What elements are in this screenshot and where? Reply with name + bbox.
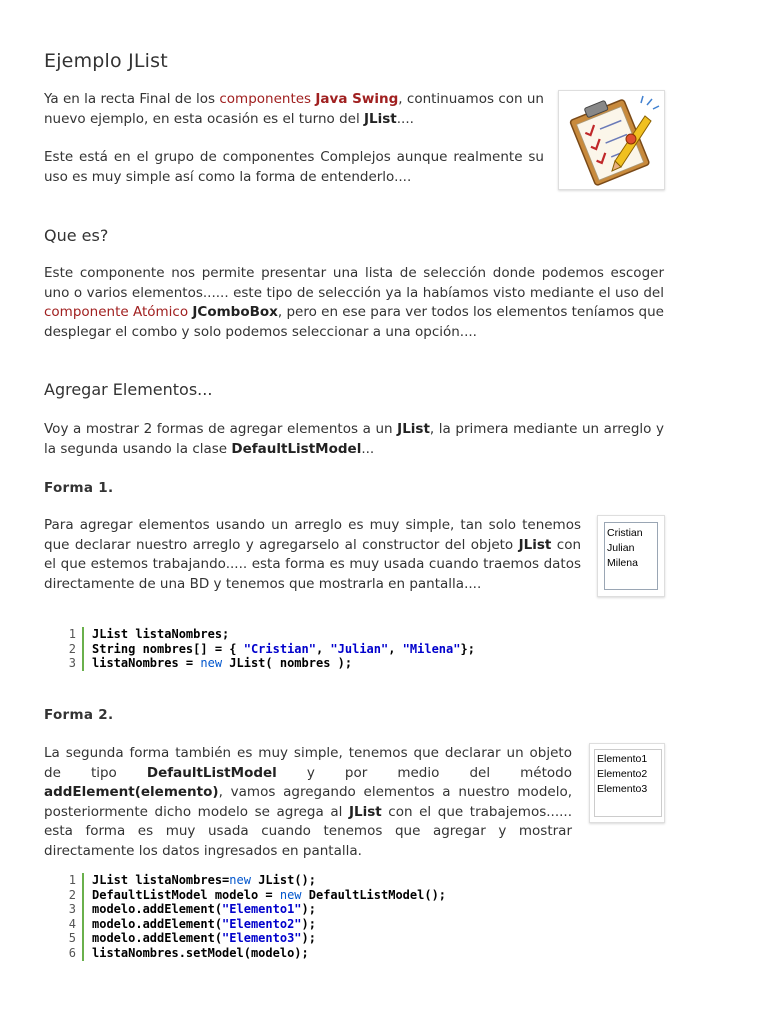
- line-number: 2: [60, 888, 84, 903]
- que-es-paragraph: Este componente nos permite presentar una lista de selección donde podemos escoger uno o varios elementos...... este tipo de selección ya la habíamos visto mediante el uso del componente Atómico JComboBox, pero en ese para ver todos los elementos teníamos que desplegar el combo y solo podemos seleccionar a una opción....: [44, 265, 664, 340]
- page-title: Ejemplo JList: [44, 50, 168, 72]
- intro-paragraph-2: Este está en el grupo de componentes Complejos aunque realmente su uso es muy simple así como la forma de entenderlo....: [44, 149, 544, 185]
- code-line: 3 modelo.addElement("Elemento1");: [60, 902, 446, 917]
- clipboard-checklist-icon: [559, 91, 664, 189]
- jlist-preview-2: [594, 749, 662, 817]
- code-line: 2 DefaultListModel modelo = new DefaultListModel();: [60, 888, 446, 903]
- line-number: 2: [60, 642, 84, 657]
- section-heading-que-es: Que es?: [44, 226, 109, 245]
- list-item: Milena: [607, 557, 638, 569]
- intro-paragraph-1: Ya en la recta Final de los componentes Java Swing, continuamos con un nuevo ejemplo, en esta ocasión es el turno del JList....: [44, 91, 544, 127]
- link-java-swing[interactable]: Java Swing: [315, 91, 399, 107]
- code-line: 5 modelo.addElement("Elemento3");: [60, 931, 446, 946]
- line-number: 6: [60, 946, 84, 961]
- jlist-preview-1: [604, 522, 658, 590]
- line-number: 1: [60, 627, 84, 642]
- line-number: 3: [60, 656, 84, 671]
- code-line: 1 JList listaNombres;: [60, 627, 475, 642]
- line-number: 3: [60, 902, 84, 917]
- forma2-paragraph: La segunda forma también es muy simple, tenemos que declarar un objeto de tipo DefaultListModel y por medio del método addElement(elemento), vamos agregando elementos a nuestro modelo, posteriormente dicho modelo se agrega al JList con el que trabajemos...... esta forma es muy usada cuando tenemos que agregar y mostrar directamente los datos ingresados en pantalla.: [44, 745, 572, 859]
- code-line: 3 listaNombres = new JList( nombres );: [60, 656, 475, 671]
- line-number: 5: [60, 931, 84, 946]
- subheading-forma-1: Forma 1.: [44, 480, 114, 496]
- jlist-screenshot-1: [597, 515, 665, 597]
- forma1-paragraph: Para agregar elementos usando un arreglo es muy simple, tan solo tenemos que declarar nuestro arreglo y agregarselo al constructor del objeto JList con el que estemos trabajando..... esta forma es muy usada cuando traemos datos directamente de una BD y tenemos que mostrarla en pantalla....: [44, 517, 582, 592]
- code-block-forma-2: [60, 873, 446, 961]
- list-item: Julian: [607, 542, 635, 554]
- list-item: Cristian: [607, 527, 643, 539]
- code-line: 2 String nombres[] = { "Cristian", "Julian", "Milena"};: [60, 642, 475, 657]
- jlist-screenshot-2: [589, 743, 665, 823]
- line-number: 1: [60, 873, 84, 888]
- code-block-forma-1: [60, 627, 475, 671]
- section-heading-agregar-elementos: Agregar Elementos...: [44, 380, 213, 399]
- code-line: 4 modelo.addElement("Elemento2");: [60, 917, 446, 932]
- code-line: 6 listaNombres.setModel(modelo);: [60, 946, 446, 961]
- agregar-paragraph: Voy a mostrar 2 formas de agregar elementos a un JList, la primera mediante un arreglo y la segunda usando la clase DefaultListModel...: [44, 421, 664, 457]
- list-item: Elemento3: [597, 783, 648, 795]
- link-componente-atomico[interactable]: componente Atómico: [44, 304, 189, 320]
- subheading-forma-2: Forma 2.: [44, 707, 114, 723]
- line-number: 4: [60, 917, 84, 932]
- link-componentes[interactable]: componentes: [219, 91, 312, 107]
- list-item: Elemento2: [597, 768, 648, 780]
- clipboard-image: [558, 90, 665, 190]
- list-item: Elemento1: [597, 753, 648, 765]
- code-line: 1 JList listaNombres=new JList();: [60, 873, 446, 888]
